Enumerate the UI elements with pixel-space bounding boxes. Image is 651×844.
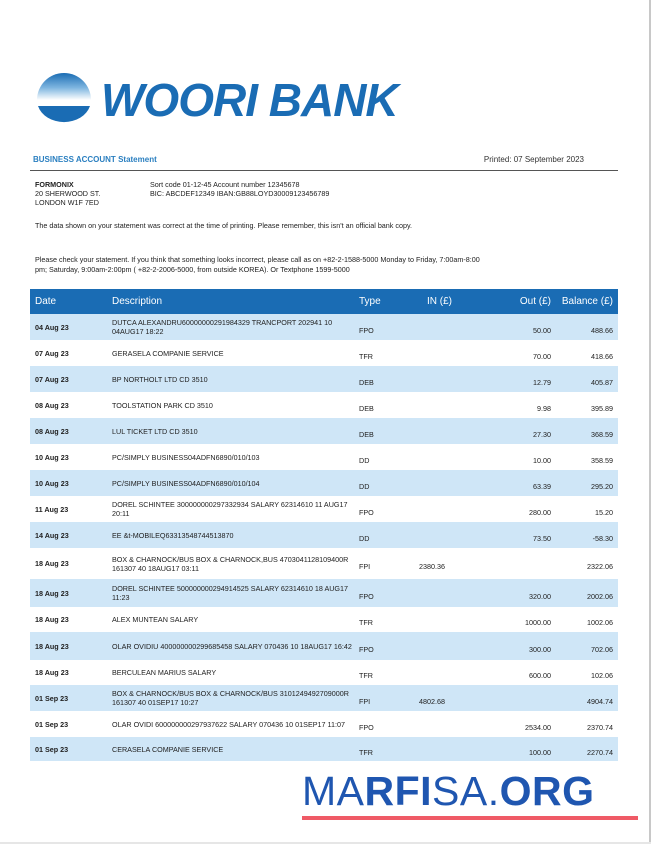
cell-type: DEB [359, 366, 415, 392]
cell-in: 2380.36 [419, 562, 445, 571]
cell-date: 07 Aug 23 [30, 366, 112, 392]
cell-in [415, 737, 477, 761]
table-row [30, 737, 618, 761]
cell-balance: 15.20 [595, 507, 613, 517]
header-divider [30, 170, 618, 171]
table-row [30, 660, 618, 685]
cell-out: 27.30 [477, 418, 551, 444]
cell-date: 18 Aug 23 [30, 632, 112, 660]
table-row [30, 685, 618, 711]
watermark-part: ORG [499, 768, 595, 814]
table-row [30, 392, 618, 418]
watermark-part: MA [302, 768, 365, 814]
cell-balance: 2370.74 [587, 722, 613, 732]
cell-type: FPO [359, 579, 415, 607]
cell-balance: 102.06 [591, 671, 613, 680]
cell-description: TOOLSTATION PARK CD 3510 [112, 400, 213, 410]
cell-balance: 358.59 [591, 455, 613, 465]
cell-date: 10 Aug 23 [30, 470, 112, 496]
cell-date: 01 Sep 23 [35, 719, 69, 729]
cell-date: 18 Aug 23 [30, 579, 112, 607]
bank-logo-icon [35, 70, 93, 128]
watermark-part: RFI [364, 768, 433, 814]
cell-out: 73.50 [477, 522, 551, 548]
cell-description: DOREL SCHINTEE 300000000297332934 SALARY 62314610 11 AUG17 20:11 [112, 500, 348, 518]
table-row [30, 607, 618, 632]
cell-type: DD [359, 522, 415, 548]
cell-description: GERASELA COMPANIE SERVICE [112, 348, 224, 358]
cell-description: BOX & CHARNOCK/BUS BOX & CHARNOCK,BUS 4703041128109400R 161307 40 18AUG17 03:11 [112, 554, 349, 573]
cell-out: 12.79 [477, 366, 551, 392]
cell-in [415, 660, 477, 685]
transactions-body [30, 314, 618, 761]
cell-type: DEB [359, 418, 415, 444]
sort-code-account-number: Sort code 01-12-45 Account number 12345678 [150, 180, 300, 189]
column-header-out: Out (£) [477, 289, 551, 314]
cell-balance: 1002.06 [587, 618, 613, 627]
cell-date: 18 Aug 23 [35, 615, 69, 624]
column-header-balance: Balance (£) [551, 289, 618, 314]
table-row [30, 711, 618, 737]
cell-in [415, 711, 477, 737]
cell-date: 01 Sep 23 [30, 685, 112, 711]
cell-type: FPO [359, 507, 374, 517]
column-header-in: IN (£) [415, 289, 477, 314]
cell-date: 14 Aug 23 [30, 522, 112, 548]
cell-out: 320.00 [477, 579, 551, 607]
account-identifiers [150, 180, 329, 198]
table-row [30, 340, 618, 366]
cell-type: FPI [359, 685, 415, 711]
cell-description: EE &t-MOBILEQ63313548744513870 [112, 522, 359, 548]
cell-balance: 4904.74 [551, 685, 618, 711]
cell-in [415, 579, 477, 607]
cell-date: 18 Aug 23 [35, 668, 69, 677]
cell-out: 63.39 [477, 470, 551, 496]
cell-date: 04 Aug 23 [30, 314, 112, 340]
cell-date: 10 Aug 23 [35, 452, 69, 462]
cell-date: 18 Aug 23 [35, 559, 69, 568]
cell-out: 2534.00 [525, 722, 551, 732]
cell-in [415, 366, 477, 392]
cell-out: 600.00 [529, 671, 551, 680]
cell-out: 50.00 [477, 314, 551, 340]
cell-type: FPI [359, 562, 371, 571]
cell-balance: 2270.74 [551, 737, 618, 761]
table-row [30, 314, 618, 340]
cell-in [415, 392, 477, 418]
cell-balance: 368.59 [551, 418, 618, 444]
cell-balance: 395.89 [591, 403, 613, 413]
watermark-underline [302, 816, 638, 820]
table-row [30, 496, 618, 522]
statement-type: BUSINESS ACCOUNT [33, 155, 116, 164]
cell-balance: 418.66 [591, 351, 613, 361]
cell-out: 9.98 [537, 403, 551, 413]
cell-in: 4802.68 [415, 685, 477, 711]
cell-type: DD [359, 455, 370, 465]
cell-type: TFR [359, 618, 373, 627]
bank-logo [35, 70, 405, 128]
cell-description: BP NORTHOLT LTD CD 3510 [112, 366, 359, 392]
cell-in [415, 522, 477, 548]
cell-date: 11 Aug 23 [35, 504, 69, 514]
cell-balance: 295.20 [551, 470, 618, 496]
cell-in [415, 470, 477, 496]
cell-in [415, 314, 477, 340]
cell-description: OLAR OVIDIU 400000000299685458 SALARY 070436 10 18AUG17 16:42 [112, 632, 359, 660]
cell-out: 280.00 [529, 507, 551, 517]
cell-description: PC/SIMPLY BUSINESS04ADFN6890/010/103 [112, 452, 260, 462]
cell-description: BERCULEAN MARIUS SALARY [112, 668, 217, 677]
table-row [30, 470, 618, 496]
cell-description: CERASELA COMPANIE SERVICE [112, 737, 359, 761]
cell-in [415, 444, 477, 470]
address-line-1: 20 SHERWOOD ST. [35, 189, 101, 198]
statement-title [33, 155, 157, 164]
cell-out: 1000.00 [525, 618, 551, 627]
cell-in [415, 496, 477, 522]
table-header-row [30, 289, 618, 314]
column-header-description: Description [112, 289, 359, 314]
cell-type: TFR [359, 671, 373, 680]
cell-balance: 2322.06 [587, 562, 613, 571]
column-header-date: Date [30, 289, 112, 314]
cell-out [477, 685, 551, 711]
cell-in [415, 632, 477, 660]
table-row [30, 632, 618, 660]
cell-out [477, 548, 551, 579]
bic-iban: BIC: ABCDEF12349 IBAN:GB88LOYD30009123456789 [150, 189, 330, 198]
transactions-table [30, 289, 618, 761]
cell-type: FPO [359, 632, 415, 660]
cell-balance: 405.87 [551, 366, 618, 392]
table-row [30, 548, 618, 579]
table-row [30, 579, 618, 607]
cell-balance: 488.66 [551, 314, 618, 340]
watermark-part: SA. [432, 768, 500, 814]
cell-description: DOREL SCHINTEE 500000000294914525 SALARY 62314610 18 AUG17 11:23 [112, 579, 359, 607]
cell-out: 100.00 [477, 737, 551, 761]
statement-suffix: Statement [118, 155, 157, 164]
cell-type: FPO [359, 722, 374, 732]
cell-in [415, 418, 477, 444]
cell-date: 01 Sep 23 [30, 737, 112, 761]
cell-date: 07 Aug 23 [35, 348, 69, 358]
address-line-2: LONDON W1F 7ED [35, 198, 99, 207]
cell-type: DEB [359, 403, 374, 413]
cell-out: 70.00 [533, 351, 551, 361]
printed-date: Printed: 07 September 2023 [483, 155, 584, 164]
cell-out: 300.00 [477, 632, 551, 660]
disclaimer-text: The data shown on your statement was correct at the time of printing. Please remember, this isn't an official bank copy. [35, 221, 413, 230]
table-row [30, 366, 618, 392]
cell-type: FPO [359, 314, 415, 340]
cell-description: PC/SIMPLY BUSINESS04ADFN6890/010/104 [112, 470, 359, 496]
cell-in [415, 607, 477, 632]
bank-name: WOORI BANK [101, 74, 398, 126]
account-holder-name: FORMONIX [35, 180, 74, 189]
cell-type: TFR [359, 737, 415, 761]
cell-balance: 2002.06 [551, 579, 618, 607]
cell-date: 08 Aug 23 [35, 400, 69, 410]
cell-description: BOX & CHARNOCK/BUS BOX & CHARNOCK/BUS 3101249492709000R 161307 40 01SEP17 10:27 [112, 685, 359, 711]
cell-type: TFR [359, 351, 373, 361]
cell-date: 08 Aug 23 [30, 418, 112, 444]
watermark-text [302, 767, 595, 815]
account-holder-block [35, 180, 100, 207]
cell-description: OLAR OVIDI 600000000297937622 SALARY 070436 10 01SEP17 11:07 [112, 719, 345, 729]
watermark [302, 767, 638, 823]
statement-header [33, 155, 618, 171]
cell-description: LUL TICKET LTD CD 3510 [112, 418, 359, 444]
table-row [30, 444, 618, 470]
cell-type: DD [359, 470, 415, 496]
table-row [30, 522, 618, 548]
cell-out: 10.00 [533, 455, 551, 465]
table-row [30, 418, 618, 444]
contact-note: Please check your statement. If you think that something looks incorrect, please call as on +82-2-1588-5000 Monday to Friday, 7:00am-8:00 pm; Saturday, 9:00am-2:00pm ( +82-2-2006-5000, from outside KOREA). Or Textphone 1599-5000 [35, 255, 480, 274]
cell-description: ALEX MUNTEAN SALARY [112, 615, 199, 624]
cell-balance: -58.30 [551, 522, 618, 548]
column-header-type: Type [359, 289, 415, 314]
cell-description: DUTCA ALEXANDRU60000000291984329 TRANCPORT 202941 10 04AUG17 18:22 [112, 314, 359, 340]
cell-in [415, 340, 477, 366]
cell-balance: 702.06 [551, 632, 618, 660]
